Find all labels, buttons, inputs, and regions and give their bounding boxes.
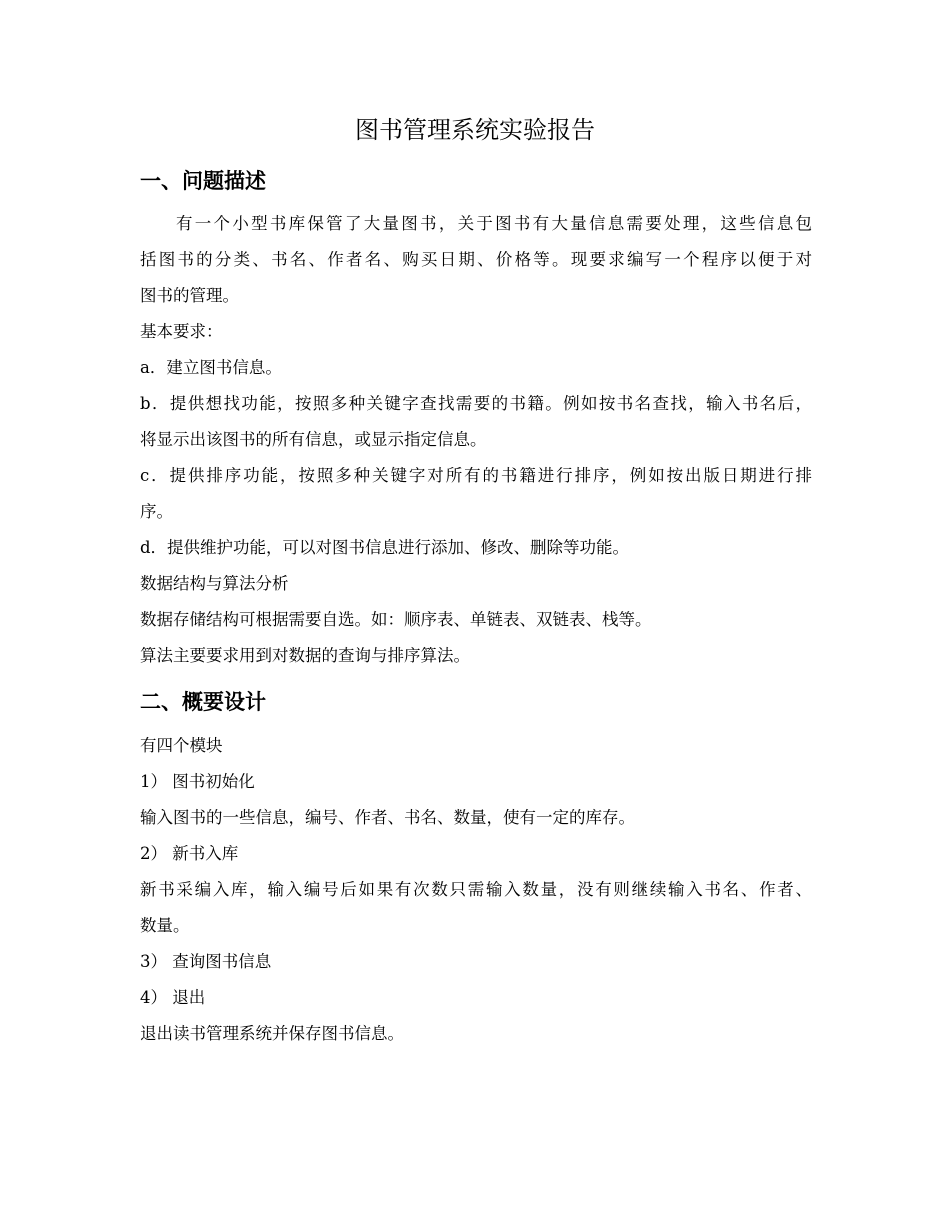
requirement-item-a: a．建立图书信息。 [140, 358, 282, 377]
document-title: 图书管理系统实验报告 [355, 116, 595, 144]
problem-intro-paragraph-cont [140, 242, 812, 314]
paragraph-line: 数量。 [140, 916, 190, 935]
paragraph-line: 将显示出该图书的所有信息，或显示指定信息。 [140, 430, 487, 449]
paragraph-line: c．提供排序功能，按照多种关键字对所有的书籍进行排序，例如按出版日期进行排 [140, 466, 812, 485]
module-4-title: 4） 退出 [140, 988, 206, 1007]
paragraph-line: 有一个小型书库保管了大量图书，关于图书有大量信息需要处理，这些信息包 [176, 214, 812, 233]
paragraph-line: 序。 [140, 502, 173, 521]
module-2-title: 2） 新书入库 [140, 844, 239, 863]
requirement-item-b [140, 386, 812, 458]
modules-intro: 有四个模块 [140, 736, 223, 755]
requirement-item-c [140, 458, 812, 530]
data-structure-text: 数据存储结构可根据需要自选。如：顺序表、单链表、双链表、栈等。 [140, 610, 652, 629]
paragraph-line: 新书采编入库，输入编号后如果有次数只需输入数量，没有则继续输入书名、作者、 [140, 880, 812, 899]
section-heading-design: 二、概要设计 [140, 690, 266, 714]
module-1-description: 输入图书的一些信息，编号、作者、书名、数量，使有一定的库存。 [140, 808, 635, 827]
module-4-description: 退出读书管理系统并保存图书信息。 [140, 1024, 404, 1043]
paragraph-line: 括图书的分类、书名、作者名、购买日期、价格等。现要求编写一个程序以便于对 [140, 250, 812, 269]
module-3-title: 3） 查询图书信息 [140, 952, 272, 971]
algorithm-text: 算法主要要求用到对数据的查询与排序算法。 [140, 646, 470, 665]
basic-requirements-label: 基本要求： [140, 322, 223, 341]
section-heading-problem: 一、问题描述 [140, 169, 266, 193]
paragraph-line: 图书的管理。 [140, 286, 239, 305]
module-1-title: 1） 图书初始化 [140, 772, 255, 791]
data-structure-heading: 数据结构与算法分析 [140, 574, 289, 593]
problem-intro-paragraph [140, 206, 812, 242]
requirement-item-d: d．提供维护功能，可以对图书信息进行添加、修改、删除等功能。 [140, 538, 630, 557]
paragraph-line: b．提供想找功能，按照多种关键字查找需要的书籍。例如按书名查找，输入书名后， [140, 394, 812, 413]
module-2-description [140, 872, 812, 944]
